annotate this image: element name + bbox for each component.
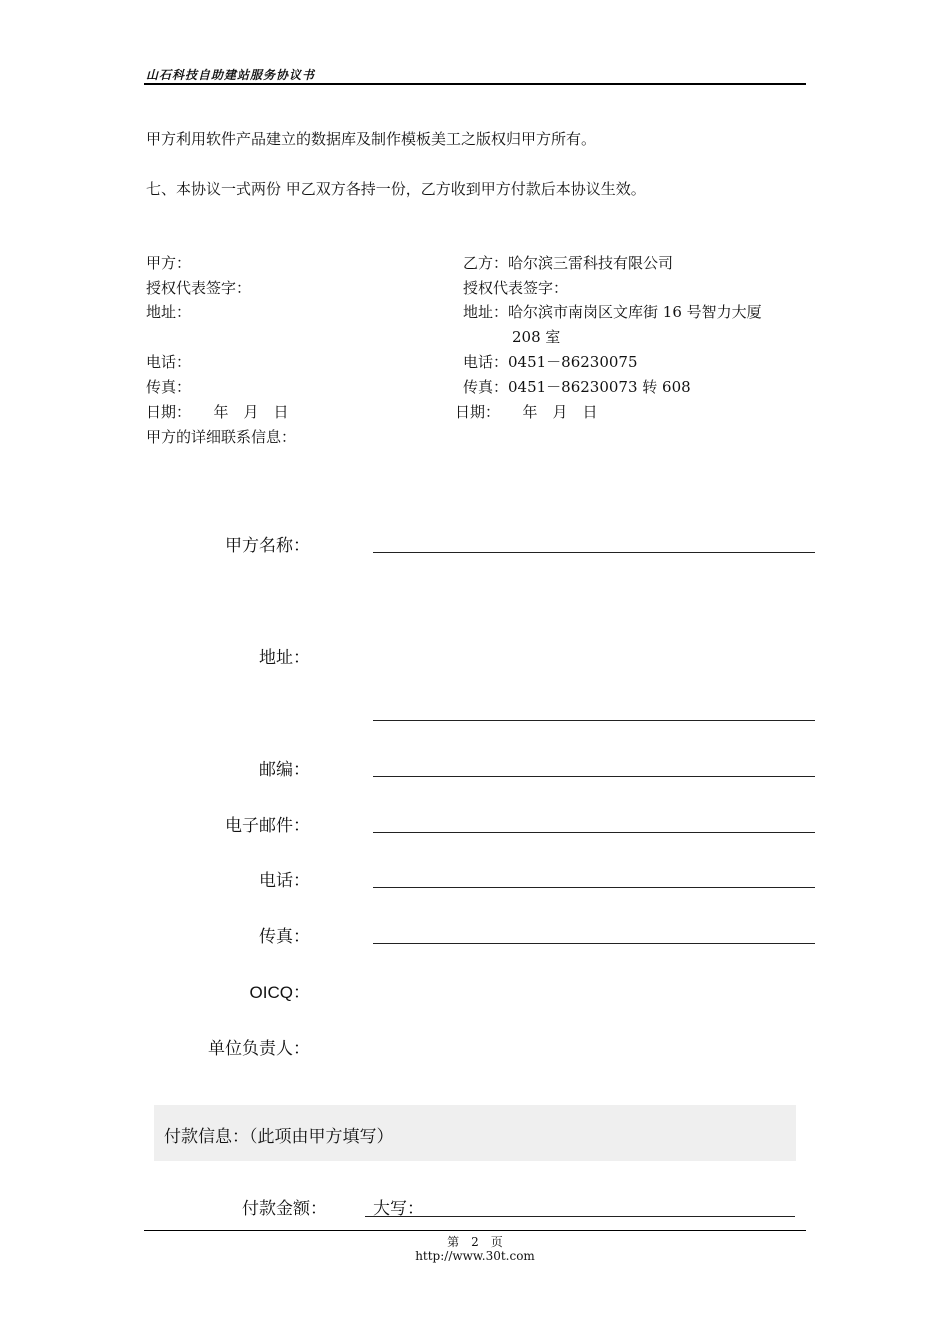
party-b-date-label: 日期： 年 月 日 [455,403,598,421]
form-label-address: 地址： [259,648,310,668]
document-header-title: 山石科技自助建站服务协议书 [146,68,316,82]
form-field-name[interactable] [373,552,815,553]
header-divider [144,83,806,85]
party-a-address-label: 地址： [146,303,192,321]
payment-info-title: 付款信息：（此项由甲方填写） [164,1127,394,1147]
party-b-fax: 传真：0451－86230073 转 608 [463,378,691,396]
form-field-fax[interactable] [373,943,815,944]
party-a-rep-label: 授权代表签字： [146,279,252,297]
footer-divider [144,1230,806,1231]
paragraph-clause-7: 七、本协议一式两份 甲乙双方各持一份，乙方收到甲方付款后本协议生效。 [146,180,646,198]
payment-amount-field[interactable] [365,1216,795,1217]
party-b-address: 地址：哈尔滨市南岗区文库街 16 号智力大厦 [463,303,762,321]
payment-uppercase-label: 大写： [373,1199,424,1219]
form-field-phone[interactable] [373,887,815,888]
form-label-zip: 邮编： [259,760,310,780]
form-label-email: 电子邮件： [225,816,310,836]
form-field-address[interactable] [373,720,815,721]
party-a-date-label: 日期： 年 月 日 [146,403,289,421]
payment-amount-label: 付款金额： [242,1199,327,1219]
footer-url: http://www.30t.com [415,1249,535,1263]
party-b-rep-label: 授权代表签字： [463,279,569,297]
form-label-leader: 单位负责人： [208,1039,310,1059]
party-b-label: 乙方：哈尔滨三雷科技有限公司 [463,254,674,272]
form-label-phone: 电话： [259,871,310,891]
party-a-fax-label: 传真： [146,378,192,396]
party-b-phone: 电话：0451－86230075 [463,353,638,371]
party-a-detail-label: 甲方的详细联系信息： [146,428,297,446]
page-number: 第 2 页 [447,1235,503,1249]
party-a-phone-label: 电话： [146,353,192,371]
party-b-address-line2: 208 室 [512,328,561,346]
form-label-fax: 传真： [259,927,310,947]
paragraph-copyright: 甲方利用软件产品建立的数据库及制作模板美工之版权归甲方所有。 [146,130,597,148]
form-label-oicq: OICQ： [249,983,310,1002]
form-label-name: 甲方名称： [225,536,310,556]
party-a-label: 甲方： [146,254,192,272]
form-field-email[interactable] [373,832,815,833]
form-field-zip[interactable] [373,776,815,777]
